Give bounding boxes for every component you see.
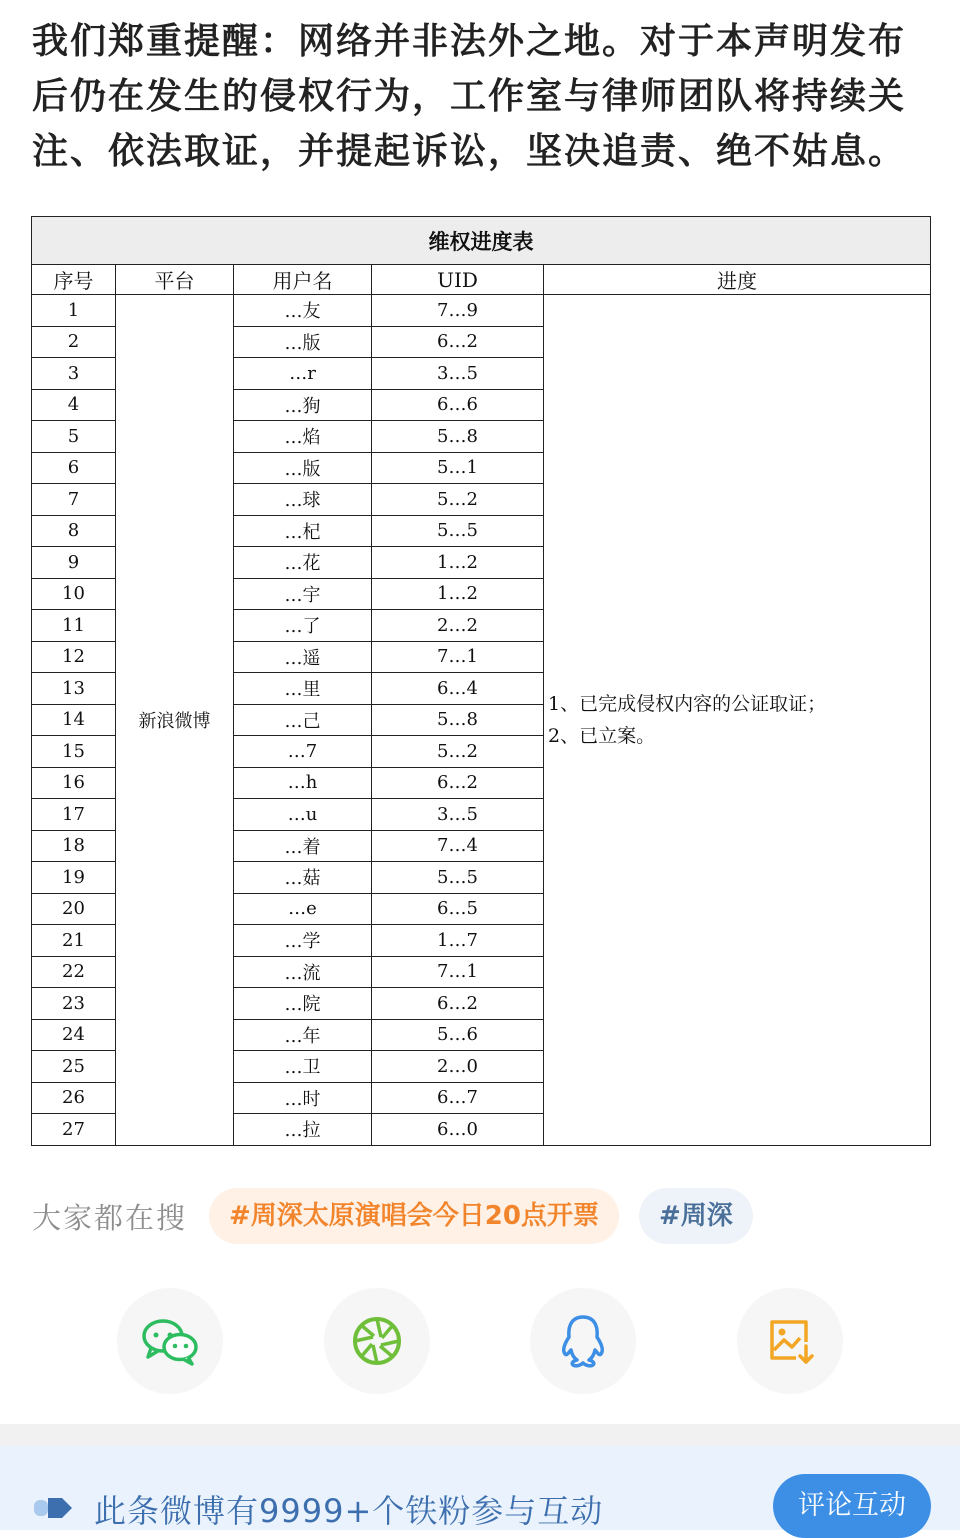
- username-cell: …了: [234, 610, 372, 642]
- table-row: [32, 295, 931, 327]
- save-image-icon: [766, 1316, 814, 1366]
- uid-cell: 6…0: [372, 1114, 544, 1146]
- uid-cell: 6…7: [372, 1082, 544, 1114]
- comment-interact-button[interactable]: 评论互动: [773, 1474, 931, 1538]
- uid-cell: 2…0: [372, 1051, 544, 1083]
- uid-cell: 5…2: [372, 736, 544, 768]
- row-number: 16: [32, 767, 116, 799]
- row-number: 22: [32, 956, 116, 988]
- row-number: 24: [32, 1019, 116, 1051]
- username-cell: …狗: [234, 389, 372, 421]
- uid-cell: 5…5: [372, 862, 544, 894]
- qq-icon: [559, 1313, 607, 1369]
- post-text: 我们郑重提醒：网络并非法外之地。对于本声明发布后仍在发生的侵权行为，工作室与律师团队将持续关注、依法取证，并提起诉讼，坚决追责、绝不姑息。: [32, 21, 907, 172]
- uid-cell: 6…2: [372, 326, 544, 358]
- row-number: 18: [32, 830, 116, 862]
- header-progress: 进度: [544, 265, 931, 295]
- row-number: 11: [32, 610, 116, 642]
- fans-interaction-text: 此条微博有9999+个铁粉参与互动: [94, 1492, 604, 1530]
- share-wechat-button[interactable]: [117, 1288, 223, 1394]
- row-number: 8: [32, 515, 116, 547]
- header-platform: 平台: [116, 265, 234, 295]
- row-number: 17: [32, 799, 116, 831]
- uid-cell: 6…6: [372, 389, 544, 421]
- platform-cell: 新浪微博: [116, 295, 234, 1146]
- row-number: 14: [32, 704, 116, 736]
- moments-icon: [351, 1315, 403, 1367]
- row-number: 21: [32, 925, 116, 957]
- row-number: 4: [32, 389, 116, 421]
- row-number: 7: [32, 484, 116, 516]
- row-number: 23: [32, 988, 116, 1020]
- username-cell: …遥: [234, 641, 372, 673]
- progress-cell: [544, 295, 931, 1146]
- row-number: 12: [32, 641, 116, 673]
- row-number: 20: [32, 893, 116, 925]
- section-divider: [0, 1424, 960, 1446]
- uid-cell: 5…2: [372, 484, 544, 516]
- username-cell: …焰: [234, 421, 372, 453]
- uid-cell: 6…2: [372, 988, 544, 1020]
- row-number: 6: [32, 452, 116, 484]
- uid-cell: 5…8: [372, 421, 544, 453]
- wechat-icon: [141, 1316, 199, 1366]
- uid-cell: 5…1: [372, 452, 544, 484]
- share-row: [0, 1288, 960, 1398]
- uid-cell: 6…2: [372, 767, 544, 799]
- row-number: 10: [32, 578, 116, 610]
- header-no: 序号: [32, 265, 116, 295]
- row-number: 15: [32, 736, 116, 768]
- row-number: 1: [32, 295, 116, 327]
- uid-cell: 6…5: [372, 893, 544, 925]
- username-cell: …己: [234, 704, 372, 736]
- username-cell: …友: [234, 295, 372, 327]
- uid-cell: 5…5: [372, 515, 544, 547]
- uid-cell: 7…4: [372, 830, 544, 862]
- share-qq-button[interactable]: [530, 1288, 636, 1394]
- uid-cell: 1…7: [372, 925, 544, 957]
- header-uid: UID: [372, 265, 544, 295]
- username-cell: …流: [234, 956, 372, 988]
- share-moments-button[interactable]: [324, 1288, 430, 1394]
- trending-search-label: 大家都在搜: [32, 1200, 188, 1235]
- row-number: 25: [32, 1051, 116, 1083]
- uid-cell: 7…1: [372, 641, 544, 673]
- progress-line: 2、已立案。: [548, 724, 656, 747]
- uid-cell: 1…2: [372, 547, 544, 579]
- uid-cell: 5…6: [372, 1019, 544, 1051]
- row-number: 5: [32, 421, 116, 453]
- uid-cell: 7…9: [372, 295, 544, 327]
- username-cell: …u: [234, 799, 372, 831]
- username-cell: …r: [234, 358, 372, 390]
- username-cell: …h: [234, 767, 372, 799]
- username-cell: …着: [234, 830, 372, 862]
- username-cell: …拉: [234, 1114, 372, 1146]
- uid-cell: 7…1: [372, 956, 544, 988]
- row-number: 26: [32, 1082, 116, 1114]
- uid-cell: 2…2: [372, 610, 544, 642]
- username-cell: …球: [234, 484, 372, 516]
- username-cell: …院: [234, 988, 372, 1020]
- row-number: 19: [32, 862, 116, 894]
- username-cell: …版: [234, 452, 372, 484]
- username-cell: …里: [234, 673, 372, 705]
- uid-cell: 3…5: [372, 358, 544, 390]
- trending-chip-concert[interactable]: #周深太原演唱会今日20点开票: [209, 1188, 619, 1244]
- fans-interaction-bar: [0, 1446, 960, 1530]
- row-number: 27: [32, 1114, 116, 1146]
- header-username: 用户名: [234, 265, 372, 295]
- row-number: 3: [32, 358, 116, 390]
- uid-cell: 1…2: [372, 578, 544, 610]
- rights-progress-table: [31, 216, 931, 1146]
- username-cell: …宇: [234, 578, 372, 610]
- username-cell: …杞: [234, 515, 372, 547]
- username-cell: …e: [234, 893, 372, 925]
- uid-cell: 6…4: [372, 673, 544, 705]
- username-cell: …花: [234, 547, 372, 579]
- trending-chip-zhoushen[interactable]: #周深: [639, 1188, 753, 1244]
- uid-cell: 5…8: [372, 704, 544, 736]
- username-cell: …卫: [234, 1051, 372, 1083]
- username-cell: …7: [234, 736, 372, 768]
- row-number: 2: [32, 326, 116, 358]
- row-number: 9: [32, 547, 116, 579]
- save-image-button[interactable]: [737, 1288, 843, 1394]
- username-cell: …时: [234, 1082, 372, 1114]
- table-title: 维权进度表: [32, 217, 931, 265]
- username-cell: …菇: [234, 862, 372, 894]
- username-cell: …年: [234, 1019, 372, 1051]
- fans-arrow-icon: [34, 1496, 78, 1520]
- row-number: 13: [32, 673, 116, 705]
- progress-line: 1、已完成侵权内容的公证取证；: [548, 692, 827, 715]
- username-cell: …学: [234, 925, 372, 957]
- trending-search-row: [32, 1188, 773, 1244]
- uid-cell: 3…5: [372, 799, 544, 831]
- rights-progress-table-image: [31, 216, 930, 1146]
- username-cell: …版: [234, 326, 372, 358]
